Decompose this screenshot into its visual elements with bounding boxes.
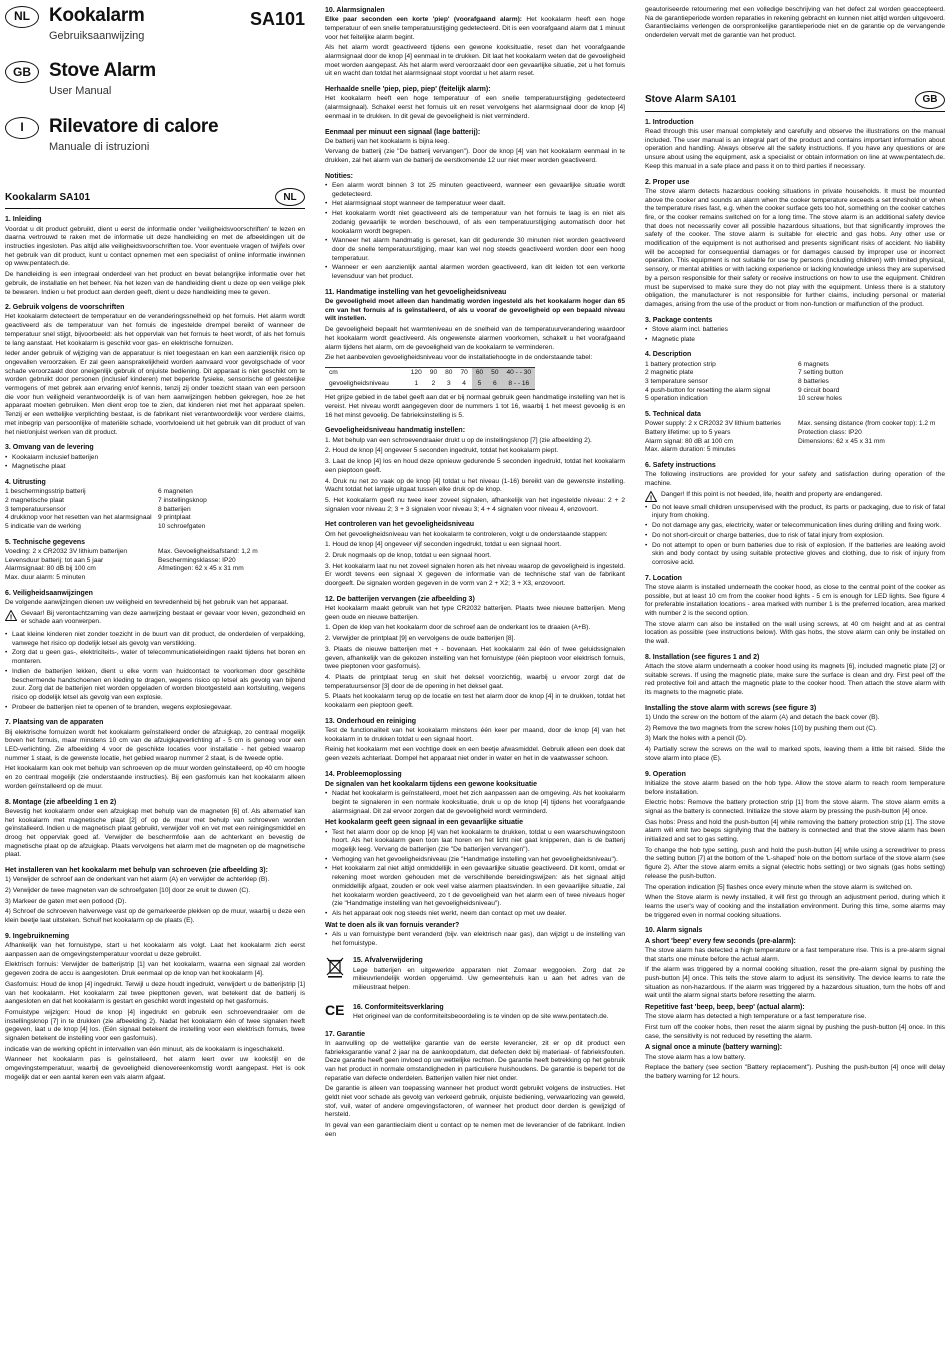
title-gb: Stove Alarm [49,60,156,82]
heading: 9. Ingebruikneming [5,932,70,940]
table-cell: 3 [441,379,456,390]
subheading: Het installeren van het kookalarm met behulp van schroeven (zie afbeelding 3): [5,867,268,875]
heading: 14. Probleemoplossing [325,770,402,778]
heading: 7. Plaatsing van de apparaten [5,719,104,727]
heading: 1. Introduction [645,118,694,126]
svg-text:!: ! [649,495,653,502]
list-item: 6 magneten [158,488,193,496]
heading: 17. Garantie [325,1030,366,1038]
list-item: 8 batteries [798,377,829,385]
heading: 3. Omvang van de levering [5,444,94,452]
table-cell: 5 [472,379,487,390]
list-item: • Wanneer het alarm handmatig is gereset, kan dit gedurende 30 minuten niet worden geactiveerd door de snelle temperatuurstijging, maar kan wel nog steeds geactiveerd worden door een hoog temperatuur. [325,237,625,263]
table-cell: 80 [441,367,456,378]
subheading: Het kookalarm geeft geen signaal in een gevaarlijke situatie [325,819,524,827]
sensitivity-table [325,367,535,390]
list-item: 5 indicatie van de werking [5,522,81,530]
subheading: Herhaalde snelle 'piep, piep, piep' (feitelijk alarm): [325,86,491,94]
step: 3) Mark the holes with a pencil (D). [645,735,747,743]
heading: 13. Onderhoud en reiniging [325,717,417,725]
list-item: • Stove alarm incl. batteries [645,326,945,335]
list-item: 7 setting button [798,369,844,377]
step: 5. Het kookalarm geeft nu twee keer zoveel signalen, afhankelijk van het ingestelde niveau: 2 + 2 signalen voor niveau 2; 3 + 3 signalen voor niveau 3; 4 + 4 signalen voor niveau 4, enzovoort. [325,496,625,513]
model-number: SA101 [249,9,305,29]
paragraph: Read through this user manual completely and carefully and observe the illustrations on the manual included. The user manual is an integral part of the product and contains important information about operation and handling. Always observe all the safety instructions. If you have any questions or are unsure about using the equipment, ask a specialist or obtain information on line at www.pentatech.de. Keep this manual in a safe place and pass it on to third parties if necessary. [645,128,945,170]
parts-list [5,488,305,532]
svg-text:!: ! [9,613,13,621]
bold-label: Elke paar seconden een korte 'piep' (voorafgaand alarm): [325,16,522,24]
paragraph: Lege batterijen en uitgewerkte apparaten niet Zomaar weggooien. Zorg dat ze milieuvriendelijk worden opgeruimd. Uw gemeentehuis kan u aan het adres van de milieustraat helpen. [353,966,625,991]
language-badge-nl: NL [5,6,39,28]
section-title-nl: Kookalarm SA101 [5,191,91,203]
paragraph: The following instructions are provided for your safety and satisfaction during operation of the machine. [645,471,945,488]
table-cell: cm [325,367,407,378]
paragraph: Zie het aanbevolen gevoeligheidsniveau voor de installatiehoogte in de onderstaande tabel: [325,354,593,362]
list-item: Levensduur batterij: tot aan 5 jaar [5,556,104,564]
list-item: 1 beschermingsstrip batterij [5,488,86,496]
list-item: • Magnetic plate [645,336,945,345]
step: 4. Plaats de printplaat terug en sluit het deksel voorzichtig, waarbij u ervoor zorgt dat de temperatuursensor [3] door de de opening in het deksel gaat. [325,673,625,690]
paragraph: Replace the battery (see section "Battery replacement"). Pushing the push-button [4] once will delay the battery warning for 12 hours. [645,1064,945,1081]
heading: Notities: [325,172,353,180]
list-item: • Als het apparaat ook nog steeds niet werkt, neem dan contact op met uw dealer. [325,910,625,919]
subtitle-it: Manuale di istruzioni [49,140,150,153]
title-block-nl [5,6,305,43]
heading: 15. Afvalverwijdering [353,957,423,965]
paragraph: Het kookalarm kan ook met behulp van schroeven op de muur worden geïnstalleerd, op 40 cm hoogte en zo centraal mogelijk (zie onderstaande instructies). Bij een gasfornuis kan het kookalarm alleen worden geïnstalleerd op de muur. [5,765,305,790]
step: 1) Verwijder de schroef aan de onderkant van het alarm (A) en verwijder de achterklep (B). [5,876,270,884]
paragraph: Om het gevoeligheidsniveau van het kookalarm te controleren, volgt u de onderstaande stappen: [325,530,608,538]
table-cell: 8 - - 16 [503,379,536,390]
paragraph: Elektrisch fornuis: Verwijder de batterijstrip [1] van het kookalarm, waarna een signaal zal worden gegeven zodra de accu is aangesloten. Druk eenmaal op de knop van het kookalarm [4]. [5,961,305,978]
conformity-section [325,1003,625,1024]
list-item [158,574,305,583]
subheading: De signalen van het kookalarm tijdens een gewone kooksituatie [325,781,538,789]
list-item: • Laat kleine kinderen niet zonder toezicht in de buurt van dit product, de onderdelen of verpakking, vanwege het risico op dodelijk letsel als gevolg van verstikking. [5,631,305,648]
subheading: Gevoeligheidsniveau handmatig instellen: [325,427,466,435]
heading: 3. Package contents [645,316,713,324]
heading: 8. Montage (zie afbeelding 1 en 2) [5,798,117,806]
list-item: • Do not attempt to open or burn batteries due to risk of explosion. If the batteries are leaking avoid skin and body contact by using suitable protective gloves and clothing, due to risk of injury from corrosive acid. [645,542,945,568]
list-item: Max. sensing distance (from cooker top): 1.2 m [798,420,936,428]
crossed-bin-icon [325,956,345,978]
paragraph: De gevoeligheid moet alleen dan handmatig worden ingesteld als het kookalarm hoger dan 65 cm van het fornuis af is geïnstalleerd, of als u vooraf de gevoeligheid op een bepaald niveau wilt instellen. [325,298,625,323]
heading: 7. Location [645,574,682,582]
list-item: • Do not short-circuit or charge batteries, due to risk of fatal injury from explosion. [645,532,945,541]
list-item: 7 instellingsknop [158,496,207,504]
paragraph: indicatie van de werking oplicht in intervallen van één minuut, als de kookalarm is ingeschakeld. [5,1045,285,1053]
step: 1. Met behulp van een schroevendraaier drukt u op de instellingsknop [7] (zie afbeelding 2). [325,436,592,444]
list-item: • Een alarm wordt binnen 3 tot 25 minuten geactiveerd, wanneer een gevaarlijke situatie wordt gedetecteerd. [325,182,625,199]
paragraph: The stove alarm can also be installed on the wall using screws, at 40 cm height and at as central location as possible (see instructions below). With gas hobs, the stove alarm can only be installed on the wall. [645,620,945,646]
table-cell: 60 [472,367,487,378]
heading: 12. De batterijen vervangen (zie afbeelding 3) [325,595,475,603]
step: 1) Undo the screw on the bottom of the alarm (A) and detach the back cover (B). [645,714,880,722]
table-cell: 40 - - 30 [503,367,536,378]
step: 3. Plaats de nieuwe batterijen met + - bovenaan. Het kookalarm zal één of twee geluidssignalen geven, afhankelijk van de gekozen instelling van het fornuistype (één pieptoon voor elektrisch fornuis, twee pieptonen voor gasfornuis). [325,645,625,671]
list-item: 4 drukknop voor het resetten van het alarmsignaal [5,514,152,522]
paragraph: The stove alarm is installed underneath the cooker hood, as close to the central point of the cooker as possible, but at least 10 cm from the cooker hood lights - 5 cm is enough for LED lights. See figure 4 for preferable installation locations - area marked with number 1 is the preferred location, area marked with number 2 is the second option. [645,583,945,617]
list [645,326,945,344]
column-3 [645,6,945,1084]
list-item: • Do not damage any gas, electricity, water or telecommunication lines during drilling and fixing work. [645,522,945,531]
step: 2) Remove the two magnets from the screw holes [10] by pushing them out (C). [645,724,877,732]
column-2 [325,6,625,1142]
language-badge-gb: GB [5,61,39,83]
step: 3. Laat de knop [4] los en houd deze opnieuw gedurende 5 seconden ingedrukt, totdat het kookalarm een pieptoon geeft. [325,458,625,474]
step: 4) Partially screw the screws on the wall to marked spots, leaving them a little bit raised. Slide the stove alarm into place (E). [645,746,945,762]
list-item: 3 temperatuursensor [5,505,66,513]
paragraph: Gasfornuis: Houd de knop [4] ingedrukt. Terwijl u deze houdt ingedrukt, verwijdert u de batterijstrip [1] van het kookalarm. Het kookalarm zal twee piepttonen geven, wat betekent dat de batterij is aangesloten en dat het kookalarm is gestart en geschikt wordt ingesteld op het gasfornuis. [5,980,305,1006]
list-item: • Verhoging van het gevoeligheidsniveau (zie "Handmatige instelling van het gevoeligheidsniveau"). [325,856,625,865]
heading: 8. Installation (see figures 1 and 2) [645,653,760,661]
list-item: 10 schroefgaten [158,522,206,530]
title-it: Rilevatore di calore [49,115,219,137]
subheading: A signal once a minute (battery warning): [645,1044,783,1052]
paragraph: De garantie is alleen van toepassing wanneer het product wordt gebruikt volgens de instructies. Het geldt niet voor schade als gevolg van verkeerd gebruik, onjuiste bediening, verwaarlozing van geweld, stof, vuil, water of andere omgevingsfactoren, of wanneer het product door derden is gewijzigd of hersteld. [325,1085,625,1119]
heading: 1. Inleiding [5,216,42,224]
paragraph: Het kookalarm detecteert de temperatuur en de veranderingssnelheid op het fornuis. Het alarm wordt geactiveerd als de temperatuur van het fornuis de ingestelde drempel bereikt of wanneer de temperatuur snel stijgt, bijvoorbeeld: als het oppervlak van het fornuis te heet wordt, of als het fornuis te lang aanstaat. Het kookalarm is geschikt voor gas- en elektrische fornuizen. [5,313,305,347]
list-item: • Nadat het kookalarm is geïnstalleerd, moet het zich aanpassen aan de omgeving. Als het kookalarm begint te signaleren in een normale kooksituatie, druk u op de knop [4] tijdens het voorafgaande alarmsignaal. Dit zal ervoor zorgen dat de gevoeligheid wordt verminderd. [325,790,625,816]
list [325,931,625,948]
paragraph: De gevoeligheid bepaalt het warmteniveau en de snelheid van de temperatuurverandering waardoor het kookalarm wordt geactiveerd. Als ongewenste alarmen voorkomen, schakelt u het voorafgaand alarm tijdens het alarm, om de gevoeligheid van de kookalarm te verminderen. [325,326,625,351]
paragraph: Test de functionaliteit van het kookalarm minstens één keer per maand, door de knop [4] van het kookalarm in te drukken totdat u een signaal hoort. [325,727,625,743]
list-item: Dimensions: 62 x 45 x 31 mm [798,437,885,445]
table-cell: gevoeligheidsniveau [325,379,407,390]
paragraph: Ieder ander gebruik of wijziging van de apparatuur is niet toegestaan en kan een aanzienlijk risico op ongevallen veroorzaken. Er zal geen aansprakelijkheid worden aanvaard voor gevolgschade of voor schade veroorzaakt door oneigenlijk gebruik of onjuiste bediening. Dit apparaat is niet geschikt om te worden gebruikt door personen (inclusief kinderen) met beperkte fysieke, sensorische of geestelijke vermogens of met gebrek aan ervaring en/of kennis, tenzij zij onder toezicht staan van een persoon die voor hun veiligheid verantwoordelijk is of van hem aanwijzingen hebben gekregen, hoe ze het apparaat moeten gebruiken. Men dient erop toe te zien, dat kinderen niet met het apparaat spelen. Tenzij er een wettelijke verplichting bestaat, is de fabrikant niet verantwoordelijk voor verdere claims, met inbegrip van persoonlijke of materiële schade, voortvloeiend uit het gebruik van dit product of van het niet/onjuist werken van dit product. [5,350,305,436]
paragraph: Vervang de batterij (zie "De batterij vervangen"). Door de knop [4] van het kookalarm eenmaal in te drukken, zal het alarm van de batterij de eerstkomende 12 uur niet meer worden geactiveerd. [325,148,625,165]
list-item: Alarm signal: 80 dB at 100 cm [645,437,733,445]
step: 3. Het kookalarm laat nu net zoveel signalen horen als het niveau waarop de gevoeligheid is ingesteld. Er wordt tevens een signaal X gegeven de informatie van de technische staf van de fabrikant doorgeeft. De signalen worden gegeven in de vorm van 2 + X2; 3 + X3, enzovoort. [325,562,625,588]
list [325,790,625,816]
table-row [325,379,535,390]
list [5,631,305,712]
paragraph: Electric hobs: Remove the battery protection strip [1] from the stove alarm. The stove alarm emits a signal as the battery is connected. Initialize the stove alarm by pressing the push-button [4] once. [645,799,945,815]
list-item: 5 operation indication [645,395,708,403]
warning-text: Danger! If this point is not heeded, life, health and property are endangered. [661,490,883,498]
warning [645,491,945,502]
list-item: • Het kookalarm wordt niet geactiveerd als de temperatuur van het fornuis te laag is en niet als zodanig gevaarlijk te worden beschouwd, of als een temperatuurstijging automatisch door het kookalarm wordt begrepen. [325,210,625,236]
disposal-section [325,956,625,994]
list [5,454,305,472]
section-header-nl [5,188,305,209]
list-item: Max. alarm duration: 5 minutes [645,446,736,454]
section-title-gb: Stove Alarm SA101 [645,94,737,106]
list-item: • Kookalarm inclusief batterijen [5,454,305,463]
paragraph: Reinig het kookalarm met een vochtige doek en een beetje afwasmiddel. Gebruik alleen een doek dat geen vezels achterlaat. Dompel het apparaat niet onder in water en het in de vaatwasser schoon. [325,746,625,763]
list-item: 4 push-button for resetting the alarm signal [645,386,771,394]
list-item: Max. Gevoeligheidsafstand: 1,2 m [158,547,258,555]
list-item: • Zorg dat u geen gas-, elektriciteits-, water of telecommunicatieleidingen raakt tijdens het boren en monteren. [5,649,305,666]
subheading: Eenmaal per minuut een signaal (lage batterij): [325,128,481,136]
step: 2. Druk nogmaals op de knop, totdat u een signaal hoort. [325,551,492,559]
section-header-gb [645,91,945,112]
list-item: • Magnetische plaat [5,463,305,472]
column-1 [5,6,305,1085]
subheading: Wat te doen als ik van fornuis verander? [325,921,460,929]
subtitle-gb: User Manual [49,85,112,98]
paragraph: De batterij van het kookalarm is bijna leeg. [325,137,450,145]
paragraph: When the Stove alarm is newly installed, it will first go through an adjustment period, during which it learns the user's way of cooking and the installation environment. During this time, some alarms may be triggered even in normal cooking situations. [645,894,945,919]
list-item: Alarmsignaal: 80 dB bij 100 cm [5,565,96,573]
list-item: 10 screw holes [798,395,842,403]
ce-mark-icon: CE [325,1001,345,1018]
list-item: 6 magnets [798,360,829,368]
list [325,829,625,919]
paragraph: geautoriseerde retournering met een volledige beschrijving van het defect zal worden geaccepteerd. Na de garantieperiode worden reparaties in rekening gebracht en kunnen niet altijd worden uitgevoerd. Garantieclaims verlengen de oorspronkelijke garantieperiode niet en de garantie op de vervangende onderdelen vervalt met de garantie van het product. [645,6,945,40]
paragraph: Fornuistype wijzigen: Houd de knop [4] ingedrukt en gebruik een schroevendraaier om de instellingsknop [7] in te drukken (zie afbeelding 2). Nadat het kookalarm één of twee signalen heeft gegeven, laat u de knop [4] los. (Eén signaal betekent de instelling voor een elektrisch fornuis, twee signalen betekent de instelling voor een gasfornuis). [5,1008,305,1043]
heading: 6. Veiligheidsaanwijzingen [5,589,93,597]
heading: 10. Alarm signals [645,927,703,935]
paragraph: Het kookalarm heeft een hoge temperatuur of een snelle temperatuurstijging gedetecteerd (alarmsignaal). Schakel eerst het fornuis uit en reset vervolgens het alarmsignaal door de knop [4] eenmaal in te drukken. In dit geval de gevoeligheid is niet verminderd. [325,95,625,120]
paragraph: If the alarm was triggered by a normal cooking situation, reset the pre-alarm signal by pushing the push-button [4] once. This tells the stove alarm to adjust its sensitivity. The device learns to rate the situation as non-hazardous. If the alarm was triggered by a hazardous situation, turn the hobs off and wait until the alarm signal starts before resetting the alarm. [645,966,945,1000]
list-item: Afmetingen: 62 x 45 x 31 mm [158,565,244,573]
table-cell: 50 [487,367,502,378]
step: 1. Open de klep van het kookalarm door de schroef aan de onderkant los te draaien (A+B). [325,624,591,632]
paragraph: Gas hobs: Press and hold the push-button [4] while removing the battery protection strip [1]. The stove alarm will emit two beeps signifying that the battery is connected and that the stove alarm has been initialized and set to gas setting. [645,818,945,844]
parts-list [645,361,945,405]
subheading: Installing the stove alarm with screws (see figure 3) [645,704,817,712]
paragraph: Attach the stove alarm underneath a cooker hood using its magnets [6], included magnetic plate [2] or suitable screws. If using the magnetic plate, make sure the surface is clean and dry. First peel off the red protective foil and attach the magnetic plate to the cooker hood. Then attach the stove alarm with its magnets to the magnetic plate. [645,663,945,697]
list [325,182,625,282]
paragraph: Bevestig het kookalarm onder een afzuigkap met behulp van de magneten [6] of. Als alternatief kan het kookalarm met magnetische plaat [2] of op de muur met behulp van schroeven worden geïnstalleerd. Indien u de magnetisch plaat gebruikt, verwijder voll en vet met een reinigingsmiddel en droog het oppervlak goed af. Verwijder de beschermfolie aan de achterkant en bevestig de magnetische plaat op de afzuigkap. Plaats vervolgens het alarm met de magneten op de magnetische plaat. [5,807,305,859]
heading: 10. Alarmsignalen [325,7,385,14]
warning-triangle-icon [5,610,17,621]
paragraph: De handleiding is een integraal onderdeel van het product en bevat belangrijke informatie over het gebruik, de installatie en het beheer. Na het lezen van de handleiding dient u deze op een veilige plek te bewaren. Indien u het product aan derden geeft, dient u deze handleiding mee te geven. [5,271,305,296]
heading: 9. Operation [645,770,686,778]
subtitle-nl: Gebruiksaanwijzing [49,29,145,42]
heading: 5. Technical data [645,411,701,419]
list-item: Power supply: 2 x CR2032 3V lithium batteries [645,420,781,428]
step: 4. Druk nu net zo vaak op de knop [4] totdat u het niveau (1-16) bereikt van de gewenste instelling. Wacht totdat het lampje uitgaat tussen elke druk op de knop. [325,477,625,494]
warning [5,610,305,629]
heading: 2. Gebruik volgens de voorschriften [5,304,125,312]
paragraph: Het kookalarm maakt gebruik van het type CR2032 batterijen. Plaats twee nieuwe batterijen. Meng geen oude en nieuwe batterijen. [325,605,625,621]
tech-data [645,420,945,455]
list-item: Protection class: IP20 [798,428,862,436]
table-cell: 4 [456,379,471,390]
list-item: Max. duur alarm: 5 minuten [5,574,86,582]
table-cell: 1 [407,379,426,390]
table-cell: 6 [487,379,502,390]
paragraph: Initialize the stove alarm based on the hob type. Allow the stove alarm to reach room temperature before installation. [645,779,945,796]
paragraph: Het grijze gebied in de tabel geeft aan dat er bij normaal gebruik geen handmatige instelling van het is vereist. Het niveau wordt aangegeven door de nummers 1 tot 16, waarbij 1 het meest gevoelig is en 16 het minst gevoelig. De fabrieksinstelling is 5. [325,394,625,419]
paragraph: To change the hob type setting, push and hold the push-button [4] while using a screwdriver to press the setting button [7] at the bottom of the 'L-shaped' hole on the bottom surface of the stove alarm (see figure 2). After the stove alarm emits a signal (electric hobs setting) or two signals (gas hobs setting) release the push-button. [645,846,945,880]
paragraph [325,16,625,42]
list-item: 3 temperature sensor [645,377,708,385]
list-item: 8 batterijen [158,505,191,513]
warning-triangle-icon [645,491,657,502]
list-item: • Wanneer er een aanzienlijk aantal alarmen worden geactiveerd, kan dit leiden tot een verkorte levensduur van het product. [325,264,625,281]
heading: 2. Proper use [645,178,690,186]
list-item [798,446,945,455]
list-item: • Probeer de batterijen niet te openen of te branden, wegens explosiegevaar. [5,704,305,713]
list-item: • Indien de batterijen lekken, dient u elke vorm van huidcontact te voorkomen door geschikte beschermende handschoenen en kleding te dragen, wegens risico op letsel als gevolg van bijtend zuur. Zorg dat de batterijen niet worden opgeladen of worden blootgesteld aan kortsluiting, wegens risico op dodelijk letsel als gevolg van een explosie. [5,668,305,703]
list-item: • Als u van fornuistype bent veranderd (bijv. van elektrisch naar gas), dan wijzigt u de instelling van het fornuistype. [325,931,625,948]
list-item: 9 circuit board [798,386,840,394]
list-item: • Test het alarm door op de knop [4] van het kookalarm te drukken, totdat u een waarschuwingstoon hoort. Als het kookalarm geen toon laat horen en het licht niet gaat knipperen, dan is de batterij mogelijk leeg. Vervang de batterijen (zie "De batterijen vervangen"). [325,829,625,855]
subheading: Repetitive fast 'beep, beep, beep' (actual alarm): [645,1004,805,1012]
paragraph: Bij elektrische fornuizen wordt het kookalarm geïnstalleerd onder de afzuigkap, zo centraal mogelijk boven het fornuis, maar minstens 10 cm van de afzuigkapverlichting af - 5 cm is genoeg voor een LED-verlichting. Zie afbeelding 4 voor de geschikte locaties voor installatie - het gebied waarop nummer 1 staat, is de gewenste locatie, het gebied waarop nummer 2 staat, is de tweede optie. [5,728,305,762]
warning-text: Gevaar! Bij verontachtzaming van deze aanwijzing bestaat er gevaar voor leven, gezondheid en er schade aan voorwerpen. [21,609,305,626]
subheading: Het controleren van het gevoeligheidsniveau [325,521,474,529]
heading: 5. Technische gegevens [5,538,86,546]
table-cell: 2 [426,379,441,390]
tech-data [5,548,305,583]
list [645,504,945,568]
paragraph: In geval van een garantieclaim dient u contact op te nemen met de leverancier of de fabrikant. Indien een [325,1122,625,1138]
text: Het kookalarm heeft een hoge temperatuur of een snelle temperatuurstijging gedetecteerd. Dit is een voorafgaand alarm dat 1 minuut voor het feitelijke alarm begint. [325,16,625,41]
list-item: • Do not leave small children unsupervised with the product, its parts or packaging, due to risk of fatal injury from choking. [645,504,945,521]
list-item: Beschermingsklasse: IP20 [158,556,236,564]
step: 1. Houd de knop [4] ongeveer vijf seconden ingedrukt, totdat u een signaal hoort. [325,541,562,549]
subheading: A short 'beep' every few seconds (pre-alarm): [645,937,796,945]
title-block-gb [5,61,305,98]
paragraph: The stove alarm has detected a high temperature or a fast temperature rise. This is a pre-alarm signal that starts one minute before the actual alarm. [645,946,945,963]
list-item: • Het alarmsignaal stopt wanneer de temperatuur weer daalt. [325,200,625,209]
step: 4) Schroef de schroeven halverwege vast op de gemarkeerde plekken op de muur, waarbij u deze een klein beetje laat uitsteken. Schuif het kookalarm op de plaats (E). [5,908,305,925]
paragraph: Wanneer het kookalarm pas is geïnstalleerd, het alarm leert over uw kookstijl en de omgevingstemperatuur, waarbij de gevoeligheid dienovereenkomstig wordt aangepast. Het is ook mogelijk dat er een aantal keren een vals alarm afgaat. [5,1056,305,1081]
language-badge-gb-small: GB [915,91,945,109]
title-nl: Kookalarm [49,5,145,26]
spacer [645,43,945,91]
list-item: Battery lifetime: up to 5 years [645,428,731,436]
heading: 11. Handmatige instelling van het gevoeligheidsniveau [325,288,507,296]
title-block-it [5,117,305,154]
paragraph: The stove alarm detects hazardous cooking situations in private households. It must be mounted above the cooker and sounds an alarm when the cooker temperature exceeds a set threshold or when the temperature rises fast, e.g. when the cooker surface gets too hot, something on the cooker catches fire, or the cooker remains switched on for a long time. The stove alarm is an additional safety device that does not necessarily cover all possible hazardous situations, but that significantly improves the safety of the cooker. The stove alarm is suitable for electric and gas hobs. Any other use or modification of the equipment is not authorised and presents significant risks of accident. No liability will be accepted for consequential damages or for damages caused by improper use or incorrect operation. This equipment is not suitable for use by persons (including children) with limited physical, sensory, or mental abilities or with lacking experience or lacking knowledge unless they are supervised by a person responsible for their safety or receive instructions on how to use the equipment. Children must be supervised to make sure they do not play with the equipment. Unless there is a statutory obligation, the manufacturer is not responsible for further claims, including personal or material damages, arising from the use of the product or from non-function or malfunction of the product. [645,187,945,308]
step: 2. Houd de knop [4] ongeveer 5 seconden ingedrukt, totdat het kookalarm piept. [325,447,559,455]
step: 2) Verwijder de twee magneten van de schroefgaten [10] door ze eruit te duwen (C). [5,886,251,894]
paragraph: De volgende aanwijzingen dienen uw veiligheid en tevredenheid bij het gebruik van het apparaat. [5,598,289,606]
heading: 6. Safety instructions [645,462,716,470]
table-cell: 70 [456,367,471,378]
table-cell: 120 [407,367,426,378]
table-cell: 90 [426,367,441,378]
list-item: • Het kookalarm zal niet altijd onmiddellijk in een gevaarlijke situatie geactiveerd. Dit komt, omdat er rekening moet worden gehouden met de verschillende bereidingswijzen: als het signaal altijd onmiddellijk afgaat, zouden er ook veel valse alarmen plaatsvinden. In een gevaarlijke situatie, zal het kookalarm worden geactiveerd, zo t de gevoeligheid van het alarm een of twee niveaus hoger (zie "Handmatige instelling van het gevoeligheidsniveau"). [325,865,625,909]
paragraph: The stove alarm has a low battery. [645,1053,746,1061]
language-badge-it: I [5,117,39,139]
list-item: 2 magnetic plate [645,369,694,377]
list-item: 9 printplaat [158,514,191,522]
paragraph: The operation indication [5] flashes once every minute when the stove alarm is switched on. [645,883,913,891]
list-item: Voeding: 2 x CR2032 3V lithium batterijen [5,547,128,555]
step: 5. Plaats het kookalarm terug op de locatie en test het alarm door de knop [4] in te drukken, totdat het kookalarm een pieptoon geeft. [325,693,625,710]
paragraph: Het origineel van de conformiteitsbeoordeling is te vinden op de site www.pentatech.de. [353,1012,609,1020]
heading: 16. Conformiteitsverklaring [353,1003,444,1011]
step: 2. Verwijder de printplaat [9] en vervolgens de oude batterijen [8]. [325,635,516,643]
paragraph: The stove alarm has detected a high temperature or a fast temperature rise. [645,1013,867,1021]
heading: 4. Description [645,351,692,359]
paragraph: Afhankelijk van het fornuistype, start u het kookalarm als volgt. Laat het kookalarm zich eerst aanpassen aan de omgevingstemperatuur voordat u deze gebruikt. [5,942,305,958]
paragraph: First turn off the cooker hobs, then reset the alarm signal by pushing the push-button [4] once. In this case, the sensitivity is not reduced by resetting the alarm. [645,1024,945,1040]
step: 3) Markeer de gaten met een potlood (D). [5,897,127,905]
paragraph: Voordat u dit product gebruikt, dient u eerst de informatie onder 'veiligheidsvoorschriften' te lezen en daarna vertrouwd te raken met de informatie uit deze handleiding en met de afbeeldingen uit de instructies ingesloten. Pas altijd alle veiligheidsvoorschriften toe. Voor eventuele vragen of twijfels over het gebruik van dit product, kunt u contact opnemen met een specialist of online informatie inwinnen op www.pentatech.de. [5,225,305,268]
list-item: 1 battery protection strip [645,360,716,368]
language-badge-nl-small: NL [275,188,305,206]
table-row [325,367,535,378]
paragraph: In aanvulling op de wettelijke garantie van de eerste leverancier, zit er op dit product een fabrieksgarantie vanaf 2 jaar na de aankoopdatum, dat defecten dekt bij materiaal- of fabrieksfouten. Deze garantie heeft geen invloed op uw wettelijke rechten. De garantie heeft betrekking op het gebruik van het product in normale omstandigheden in particuliere huishoudens. De garantie is beperkt tot de reparatie van defecte onderdelen. Batterijen vallen hier niet onder. [325,1039,625,1082]
list-item: 2 magnetische plaat [5,496,65,504]
paragraph: Als het alarm wordt geactiveerd tijdens een gewone kooksituatie, reset dan het voorafgaande alarmsignaal door de knop [4] eenmaal in te drukken. Dit laat het kookalarm weten dat de gevoeligheid moet worden aangepast. Als het alarm werd veroorzaakt door een gevaarlijke situatie, zet u het fornuis uit en wacht dan totdat het alarmsignaal stopt voordat u het alarm reset. [325,44,625,78]
heading: 4. Uitrusting [5,478,46,486]
